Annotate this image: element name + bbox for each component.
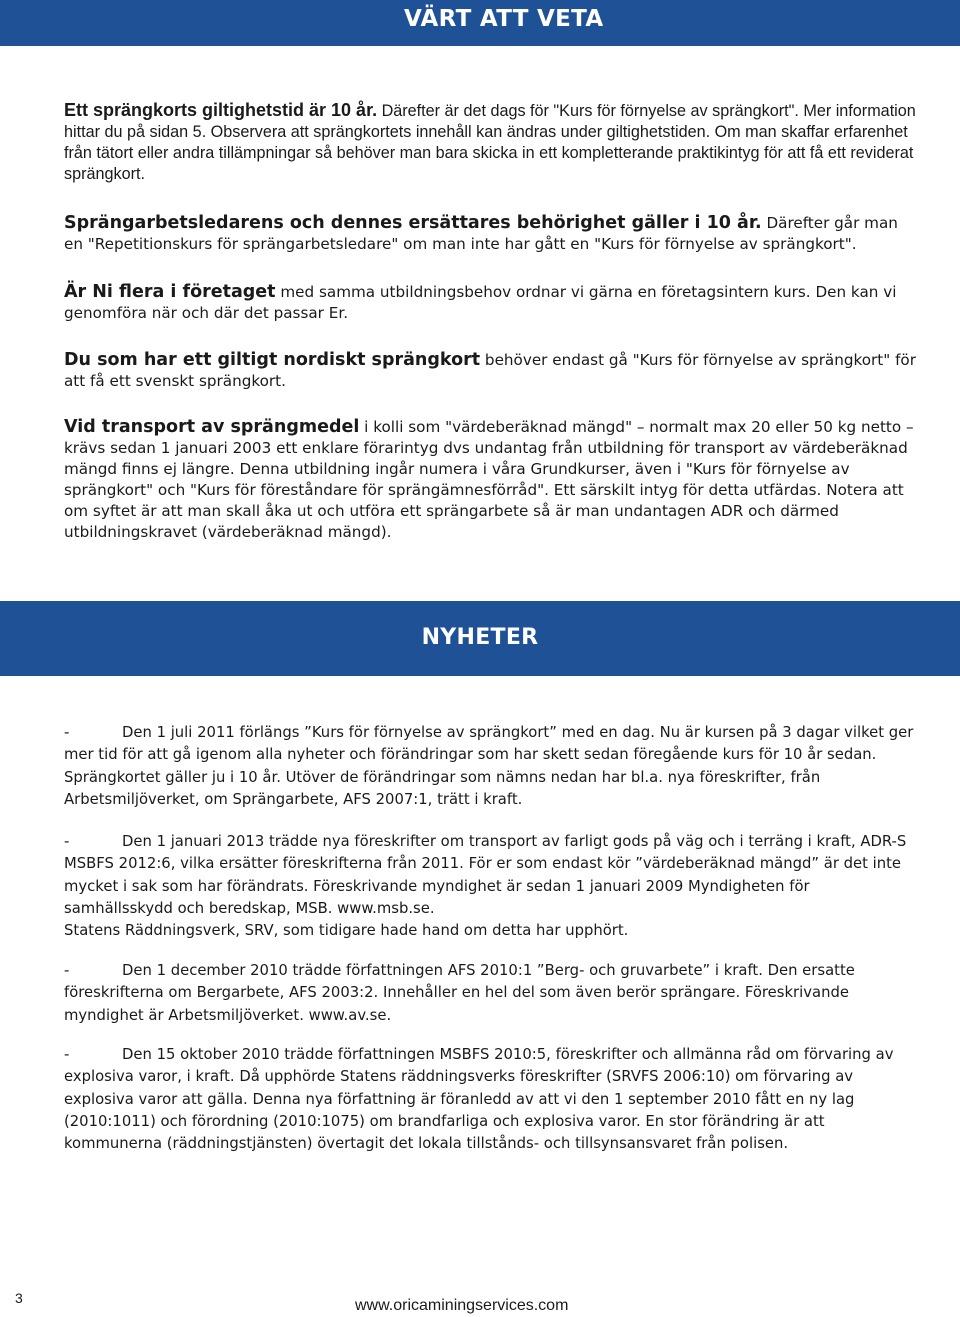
paragraph-body: Därefter går man en "Repetitionskurs för sprängarbetsledare" om man inte har gått en "Kurs för förnyelse av sprängkort". [64,214,898,253]
paragraph-body: i kolli som "värdeberäknad mängd" – normalt max 20 eller 50 kg netto – krävs sedan 1 januari 2003 ett enklare förarintyg dvs undantag från utbildning för transport av värdeberäknad mängd finns ej längre. Denna utbildning ingår numera i våra Grundkurser, även i "Kurs för förnyelse av sprängkort" och "Kurs för föreståndare för sprängämnesförråd". Ett särskilt intyg för detta utfärdas. Notera att om syftet är att man skall åka ut och utföra ett sprängarbete så är man undantagen ADR och därmed utbildningskravet (värdeberäknad mängd). [64,418,914,541]
news-item [64,960,916,1027]
news-item [64,831,916,942]
page-number: 3 [15,1290,23,1306]
news-item [64,1044,916,1155]
paragraph-lead: Du som har ett giltigt nordiskt sprängkort [64,350,481,370]
dash-marker: - [64,1046,70,1063]
news-text: Den 15 oktober 2010 trädde författningen MSBFS 2010:5, föreskrifter och allmänna råd om förvaring av explosiva varor, i kraft. Då upphörde Statens räddningsverks föreskrifter (SRVFS 2006:10) om förvaring av explosiva varor att gälla. Denna nya författning är föranledd av att vi den 1 september 2010 fått en ny lag (2010:1011) och förordning (2010:1075) om brandfarliga och explosiva varor. En stor förändring är att kommunerna (räddningstjänsten) övertagit det lokala tillstånds- och tillsynsansvaret från polisen. [64,1046,894,1153]
header-band [0,0,960,46]
paragraph-lead: Sprängarbetsledarens och dennes ersättares behörighet gäller i 10 år. [64,213,762,233]
paragraph-lead: Är Ni flera i företaget [64,282,276,302]
dash-marker: - [64,724,70,741]
news-text: Den 1 januari 2013 trädde nya föreskrifter om transport av farligt gods på väg och i terräng i kraft, ADR-S MSBFS 2012:6, vilka ersätter föreskrifterna från 2011. För er som endast kör ”värdeberäknad mängd” är det inte mycket i sak som har förändrats. Föreskrivande myndighet är sedan 1 januari 2009 Myndigheten för samhällsskydd och beredskap, MSB. www.msb.se. [64,833,907,917]
paragraph-company-course [64,282,916,324]
news-text: Den 1 juli 2011 förlängs ”Kurs för förnyelse av sprängkort” med en dag. Nu är kursen på 3 dagar vilket ger mer tid för att gå igenom alla nyheter och förändringar som har skett sedan föregående kurs för 10 år sedan. Sprängkortet gäller ju i 10 år. Utöver de förändringar som nämns nedan har bl.a. nya föreskrifter, från Arbetsmiljöverket, om Sprängarbete, AFS 2007:1, trätt i kraft. [64,724,914,808]
paragraph-transport [64,417,916,543]
news-item [64,722,916,811]
paragraph-nordic-license [64,350,916,392]
paragraph-body: med samma utbildningsbehov ordnar vi gärna en företagsintern kurs. Den kan vi genomföra när och där det passar Er. [64,283,897,322]
page-title: VÄRT ATT VETA [404,6,604,32]
paragraph-validity [64,100,916,185]
footer-url[interactable]: www.oricaminingservices.com [355,1297,569,1314]
paragraph-blast-supervisor [64,213,916,255]
paragraph-body: Därefter är det dags för "Kurs för förnyelse av sprängkort". Mer information hittar du på sidan 5. Observera att sprängkortets innehåll kan ändras under giltighetstiden. Om man skaffar erfarenhet från tätort eller andra tillämpningar så behöver man bara skicka in ett kompletterande praktikintyg för att få ett reviderat sprängkort. [64,102,916,183]
paragraph-body: behöver endast gå "Kurs för förnyelse av sprängkort" för att få ett svenskt sprängkort. [64,351,916,390]
paragraph-lead: Ett sprängkorts giltighetstid är 10 år. [64,100,378,120]
news-text-extra: Statens Räddningsverk, SRV, som tidigare hade hand om detta har upphört. [64,922,629,940]
news-band [0,601,960,676]
news-title: NYHETER [421,625,539,650]
paragraph-lead: Vid transport av sprängmedel [64,417,360,437]
dash-marker: - [64,833,70,850]
news-text: Den 1 december 2010 trädde författningen AFS 2010:1 ”Berg- och gruvarbete” i kraft. Den ersatte föreskrifterna om Bergarbete, AFS 2003:2. Innehåller en hel del som även berör sprängare. Föreskrivande myndighet är Arbetsmiljöverket. www.av.se. [64,962,855,1024]
dash-marker: - [64,962,70,979]
